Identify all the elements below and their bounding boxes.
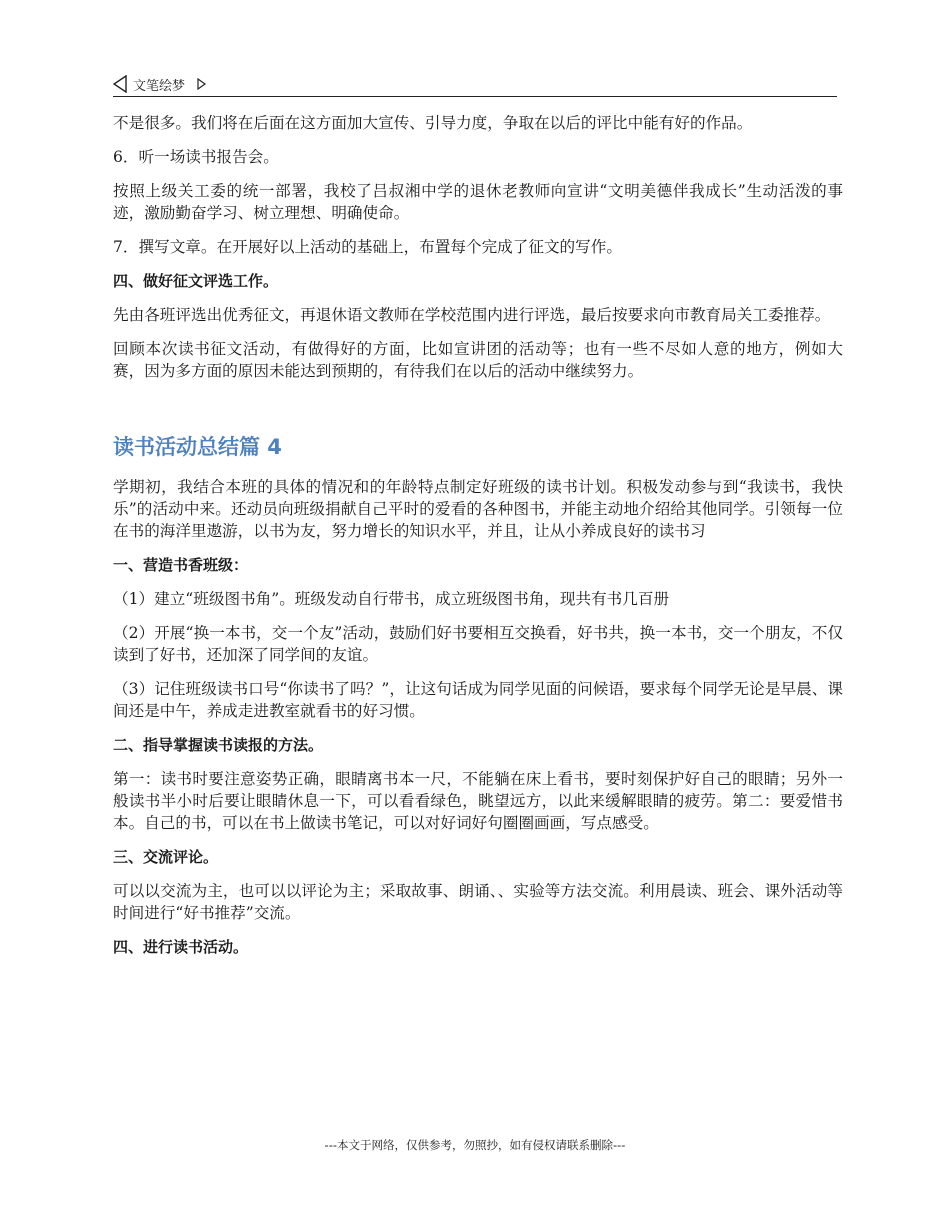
paragraph: 回顾本次读书征文活动，有做得好的方面，比如宣讲团的活动等；也有一些不尽如人意的地方，例如大赛，因为多方面的原因未能达到预期的，有待我们在以后的活动中继续努力。 xyxy=(113,340,843,380)
paragraph: 第一：读书时要注意姿势正确，眼睛离书本一尺，不能躺在床上看书，要时刻保护好自己的眼睛；另外一般读书半小时后要让眼睛休息一下，可以看看绿色，眺望远方，以此来缓解眼睛的疲劳。第二：要爱惜书本。自己的书，可以在书上做读书笔记，可以对好词好句圈圈画画，写点感受。 xyxy=(113,770,843,832)
paragraph: 按照上级关工委的统一部署，我校了吕叔湘中学的退休老教师向宣讲“文明美德伴我成长”生动活泼的事迹，激励勤奋学习、树立理想、明确使命。 xyxy=(113,182,843,222)
subheading: 四、进行读书活动。 xyxy=(113,938,249,956)
triangle-right-icon xyxy=(197,78,206,90)
paragraph: 学期初，我结合本班的具体的情况和的年龄特点制定好班级的读书计划。积极发动参与到“我读书，我快乐”的活动中来。还动员向班级捐献自己平时的爱看的各种图书，并能主动地介绍给其他同学。引领每一位在书的海洋里遨游，以书为友，努力增长的知识水平，并且，让从小养成良好的读书习 xyxy=(113,478,843,540)
page-footer: ---本文于网络，仅供参考，勿照抄，如有侵权请联系删除--- xyxy=(324,1138,626,1152)
subheading: 二、指导掌握读书读报的方法。 xyxy=(113,736,324,754)
section-title: 读书活动总结篇 4 xyxy=(113,435,282,459)
paragraph: 6．听一场读书报告会。 xyxy=(113,148,279,166)
subheading: 一、营造书香班级： xyxy=(113,556,249,574)
paragraph: （2）开展“换一本书，交一个友”活动，鼓励们好书要相互交换看，好书共，换一本书，交一个朋友，不仅读到了好书，还加深了同学间的友谊。 xyxy=(113,624,843,664)
header-title: 文笔绘梦 xyxy=(133,78,186,94)
triangle-left-icon xyxy=(113,75,127,93)
subheading: 三、交流评论。 xyxy=(113,848,219,866)
page-header xyxy=(113,72,837,97)
paragraph: 不是很多。我们将在后面在这方面加大宣传、引导力度，争取在以后的评比中能有好的作品。 xyxy=(113,114,753,132)
paragraph: 先由各班评选出优秀征文，再退休语文教师在学校范围内进行评选，最后按要求向市教育局关工委推荐。 xyxy=(113,306,831,324)
paragraph: （1）建立“班级图书角”。班级发动自行带书，成立班级图书角，现共有书几百册 xyxy=(113,590,670,608)
subheading: 四、做好征文评选工作。 xyxy=(113,272,279,290)
paragraph: （3）记住班级读书口号“你读书了吗？”，让这句话成为同学见面的问候语，要求每个同学无论是早晨、课间还是中午，养成走进教室就看书的好习惯。 xyxy=(113,680,843,720)
document-body xyxy=(113,112,843,958)
paragraph: 7．撰写文章。在开展好以上活动的基础上，布置每个完成了征文的写作。 xyxy=(113,238,622,256)
paragraph: 可以以交流为主，也可以以评论为主；采取故事、朗诵、、实验等方法交流。利用晨读、班会、课外活动等时间进行“好书推荐”交流。 xyxy=(113,882,843,922)
